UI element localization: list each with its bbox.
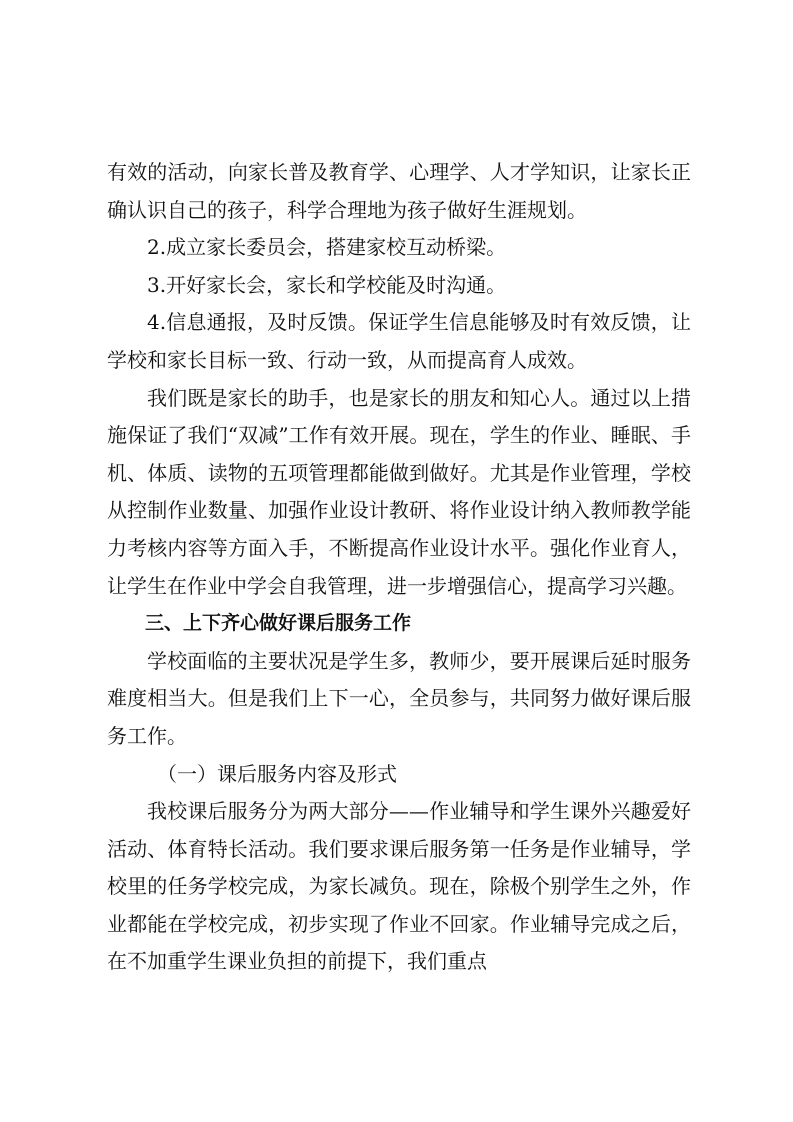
paragraph-after-school-service: 我校课后服务分为两大部分——作业辅导和学生课外兴趣爱好活动、体育特长活动。我们要求课后服务第一任务是作业辅导，学校里的任务学校完成，为家长减负。现在，除极个别学生之外，作业都能在学校完成，初步实现了作业不回家。作业辅导完成之后，在不加重学生课业负担的前提下，我们重点 xyxy=(107,799,691,974)
paragraph-continuation: 有效的活动，向家长普及教育学、心理学、人才学知识，让家长正确认识自己的孩子，科学合理地为孩子做好生涯规划。 xyxy=(107,160,691,222)
list-item-2: 2.成立家长委员会，搭建家校互动桥梁。 xyxy=(147,235,507,260)
subsection-heading-1: （一）课后服务内容及形式 xyxy=(157,761,397,786)
paragraph-double-reduction: 我们既是家长的助手，也是家长的朋友和知心人。通过以上措施保证了我们“双减”工作有效开展。现在，学生的作业、睡眠、手机、体质、读物的五项管理都能做到做好。尤其是作业管理，学校从控制作业数量、加强作业设计教研、将作业设计纳入教师教学能力考核内容等方面入手，不断提高作业设计水平。强化作业育人，让学生在作业中学会自我管理，进一步增强信心，提高学习兴趣。 xyxy=(107,385,691,598)
list-item-4: 4.信息通报，及时反馈。保证学生信息能够及时有效反馈，让学校和家长目标一致、行动一致，从而提高育人成效。 xyxy=(107,310,691,372)
paragraph-school-situation: 学校面临的主要状况是学生多，教师少，要开展课后延时服务难度相当大。但是我们上下一心，全员参与，共同努力做好课后服务工作。 xyxy=(107,648,691,748)
document-body xyxy=(107,154,691,981)
section-heading-3: 三、上下齐心做好课后服务工作 xyxy=(145,612,412,635)
list-item-3: 3.开好家长会，家长和学校能及时沟通。 xyxy=(147,272,507,297)
